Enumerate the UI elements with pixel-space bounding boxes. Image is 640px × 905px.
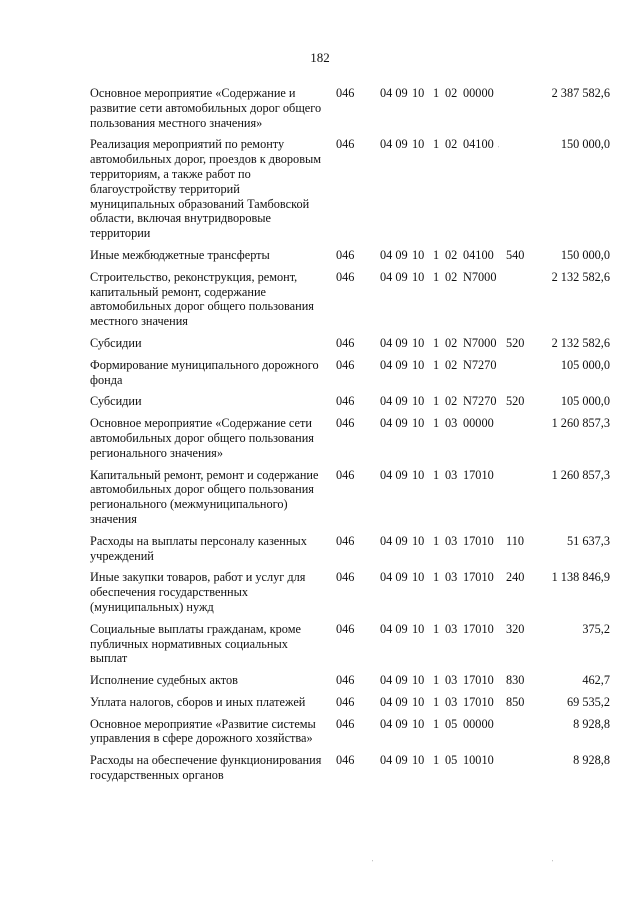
row-subprogram: 1 bbox=[433, 570, 440, 585]
table-row bbox=[90, 336, 610, 351]
row-measure: 02 bbox=[445, 86, 458, 100]
row-description: Субсидии bbox=[90, 335, 142, 350]
row-grbs: 046 bbox=[336, 357, 355, 372]
row-subprogram: 1 bbox=[433, 621, 440, 636]
table-row bbox=[90, 416, 610, 460]
row-grbs: 046 bbox=[336, 673, 355, 688]
row-measure: 05 bbox=[445, 716, 458, 731]
row-measure: 03 bbox=[445, 533, 458, 548]
row-grbs: 046 bbox=[336, 335, 355, 350]
row-direction: 17010 bbox=[463, 673, 494, 688]
table-row bbox=[90, 673, 610, 688]
row-measure: 02 bbox=[445, 357, 458, 372]
row-section: 04 09 bbox=[380, 137, 408, 152]
row-description: Капитальный ремонт, ремонт и содержание автомобильных дорог общего пользования регионального (межмуниципального) значения bbox=[90, 467, 319, 526]
row-measure: 02 bbox=[445, 335, 458, 350]
row-section: 04 09 bbox=[380, 416, 408, 431]
row-program: 10 bbox=[412, 247, 425, 262]
row-direction: 10010 bbox=[463, 753, 494, 768]
row-program: 10 bbox=[412, 716, 425, 731]
row-section: 04 09 bbox=[380, 533, 408, 548]
row-subprogram: 1 bbox=[433, 533, 440, 548]
row-subprogram: 1 bbox=[433, 694, 440, 709]
row-direction: 00000 bbox=[463, 86, 494, 100]
row-description: Иные закупки товаров, работ и услуг для обеспечения государственных (муниципальных) нужд bbox=[90, 570, 306, 614]
row-grbs: 046 bbox=[336, 716, 355, 731]
row-grbs: 046 bbox=[336, 137, 355, 152]
row-grbs: 046 bbox=[336, 247, 355, 262]
table-row bbox=[90, 137, 610, 241]
row-grbs: 046 bbox=[336, 269, 355, 284]
row-amount: 1 260 857,3 bbox=[551, 416, 610, 431]
budget-table bbox=[90, 86, 610, 790]
row-amount: 375,2 bbox=[582, 621, 610, 636]
row-direction: N7270 bbox=[463, 357, 497, 372]
table-row bbox=[90, 86, 610, 130]
row-description: Основное мероприятие «Развитие системы управления в сфере дорожного хозяйства» bbox=[90, 716, 316, 746]
row-grbs: 046 bbox=[336, 621, 355, 636]
row-amount: 2 132 582,6 bbox=[551, 269, 610, 284]
row-grbs: 046 bbox=[336, 570, 355, 585]
row-section: 04 09 bbox=[380, 621, 408, 636]
table-row bbox=[90, 534, 610, 564]
row-section: 04 09 bbox=[380, 673, 408, 688]
row-section: 04 09 bbox=[380, 716, 408, 731]
row-subprogram: 1 bbox=[433, 86, 440, 100]
row-direction: 00000 bbox=[463, 716, 494, 731]
row-grbs: 046 bbox=[336, 416, 355, 431]
scan-speck: ' bbox=[552, 860, 554, 866]
row-direction: 17010 bbox=[463, 694, 494, 709]
row-amount: 150 000,0 bbox=[560, 247, 610, 262]
row-amount: 51 637,3 bbox=[566, 533, 610, 548]
row-amount: 8 928,8 bbox=[573, 716, 610, 731]
row-expense-type: 850 bbox=[506, 694, 525, 709]
row-subprogram: 1 bbox=[433, 394, 440, 409]
row-subprogram: 1 bbox=[433, 416, 440, 431]
row-subprogram: 1 bbox=[433, 247, 440, 262]
row-amount: 1 138 846,9 bbox=[551, 570, 610, 585]
row-subprogram: 1 bbox=[433, 467, 440, 482]
row-description: Реализация мероприятий по ремонту автомобильных дорог, проездов к дворовым территориям, а также работ по благоустройству территорий муниципальных образований Тамбовской области, включая внутридворовые территории bbox=[90, 137, 322, 241]
row-direction: 00000 bbox=[463, 416, 494, 431]
row-subprogram: 1 bbox=[433, 753, 440, 768]
row-direction: N7270 bbox=[463, 394, 497, 409]
table-row bbox=[90, 358, 610, 388]
table-row bbox=[90, 717, 610, 747]
row-program: 10 bbox=[412, 335, 425, 350]
table-row bbox=[90, 622, 610, 666]
row-section: 04 09 bbox=[380, 394, 408, 409]
row-grbs: 046 bbox=[336, 394, 355, 409]
table-row bbox=[90, 394, 610, 409]
row-subprogram: 1 bbox=[433, 357, 440, 372]
row-measure: 03 bbox=[445, 467, 458, 482]
row-direction: 04100 bbox=[463, 137, 494, 152]
row-description: Строительство, реконструкция, ремонт, капитальный ремонт, содержание автомобильных дорог общего пользования местного значения bbox=[90, 269, 314, 329]
row-grbs: 046 bbox=[336, 753, 355, 768]
row-description: Иные межбюджетные трансферты bbox=[90, 247, 270, 262]
row-amount: 2 132 582,6 bbox=[551, 335, 610, 350]
row-amount: 105 000,0 bbox=[560, 394, 610, 409]
row-section: 04 09 bbox=[380, 247, 408, 262]
row-direction: 17010 bbox=[463, 467, 494, 482]
table-row bbox=[90, 248, 610, 263]
row-expense-type: 520 bbox=[506, 335, 525, 350]
row-amount: 69 535,2 bbox=[566, 694, 610, 709]
row-grbs: 046 bbox=[336, 694, 355, 709]
row-program: 10 bbox=[412, 673, 425, 688]
row-program: 10 bbox=[412, 570, 425, 585]
row-grbs: 046 bbox=[336, 86, 355, 100]
row-grbs: 046 bbox=[336, 533, 355, 548]
row-measure: 03 bbox=[445, 570, 458, 585]
row-direction: N7000 bbox=[463, 269, 497, 284]
row-subprogram: 1 bbox=[433, 335, 440, 350]
row-section: 04 09 bbox=[380, 86, 408, 100]
row-program: 10 bbox=[412, 416, 425, 431]
row-expense-type: 540 bbox=[506, 247, 525, 262]
row-section: 04 09 bbox=[380, 570, 408, 585]
row-description: Расходы на обеспечение функционирования государственных органов bbox=[90, 753, 322, 783]
row-program: 10 bbox=[412, 394, 425, 409]
row-measure: 02 bbox=[445, 269, 458, 284]
row-description: Субсидии bbox=[90, 394, 142, 409]
row-description: Социальные выплаты гражданам, кроме публичных нормативных социальных выплат bbox=[90, 621, 301, 666]
row-amount: 2 387 582,6 bbox=[551, 86, 610, 100]
row-amount: 1 260 857,3 bbox=[551, 467, 610, 482]
row-measure: 02 bbox=[445, 137, 458, 152]
row-section: 04 09 bbox=[380, 467, 408, 482]
row-expense-type: 320 bbox=[506, 621, 525, 636]
row-description: Расходы на выплаты персоналу казенных учреждений bbox=[90, 533, 307, 563]
row-program: 10 bbox=[412, 137, 425, 152]
row-direction: N7000 bbox=[463, 335, 497, 350]
row-direction: 17010 bbox=[463, 621, 494, 636]
table-row bbox=[90, 468, 610, 527]
row-amount: 105 000,0 bbox=[560, 357, 610, 372]
row-direction: 04100 bbox=[463, 247, 494, 262]
table-row bbox=[90, 270, 610, 329]
row-program: 10 bbox=[412, 621, 425, 636]
row-subprogram: 1 bbox=[433, 673, 440, 688]
row-subprogram: 1 bbox=[433, 716, 440, 731]
row-program: 10 bbox=[412, 694, 425, 709]
scan-speck: ' bbox=[372, 860, 374, 866]
row-section: 04 09 bbox=[380, 269, 408, 284]
row-grbs: 046 bbox=[336, 467, 355, 482]
row-measure: 02 bbox=[445, 247, 458, 262]
row-program: 10 bbox=[412, 467, 425, 482]
row-description: Основное мероприятие «Содержание сети автомобильных дорог общего пользования регионального значения» bbox=[90, 416, 314, 460]
row-description: Формирование муниципального дорожного фонда bbox=[90, 357, 319, 387]
row-program: 10 bbox=[412, 533, 425, 548]
row-description: Уплата налогов, сборов и иных платежей bbox=[90, 694, 306, 709]
row-expense-type: 520 bbox=[506, 394, 525, 409]
row-subprogram: 1 bbox=[433, 137, 440, 152]
row-section: 04 09 bbox=[380, 753, 408, 768]
row-section: 04 09 bbox=[380, 694, 408, 709]
scan-speck: ' bbox=[498, 146, 500, 152]
row-program: 10 bbox=[412, 753, 425, 768]
row-measure: 03 bbox=[445, 416, 458, 431]
row-expense-type: 240 bbox=[506, 570, 525, 585]
row-amount: 8 928,8 bbox=[573, 753, 610, 768]
table-row bbox=[90, 753, 610, 783]
row-subprogram: 1 bbox=[433, 269, 440, 284]
row-program: 10 bbox=[412, 357, 425, 372]
row-measure: 05 bbox=[445, 753, 458, 768]
row-measure: 03 bbox=[445, 621, 458, 636]
row-section: 04 09 bbox=[380, 335, 408, 350]
row-program: 10 bbox=[412, 86, 425, 100]
row-description: Основное мероприятие «Содержание и развитие сети автомобильных дорог общего пользования местного значения» bbox=[90, 86, 322, 130]
row-amount: 462,7 bbox=[582, 673, 610, 688]
row-direction: 17010 bbox=[463, 570, 494, 585]
page-number: 182 bbox=[310, 50, 330, 65]
row-amount: 150 000,0 bbox=[560, 137, 610, 152]
row-section: 04 09 bbox=[380, 357, 408, 372]
row-expense-type: 830 bbox=[506, 673, 525, 688]
table-row bbox=[90, 695, 610, 710]
row-direction: 17010 bbox=[463, 533, 494, 548]
row-expense-type: 110 bbox=[506, 533, 524, 548]
table-row bbox=[90, 570, 610, 614]
row-measure: 03 bbox=[445, 694, 458, 709]
row-program: 10 bbox=[412, 269, 425, 284]
row-description: Исполнение судебных актов bbox=[90, 673, 238, 688]
row-measure: 02 bbox=[445, 394, 458, 409]
row-measure: 03 bbox=[445, 673, 458, 688]
